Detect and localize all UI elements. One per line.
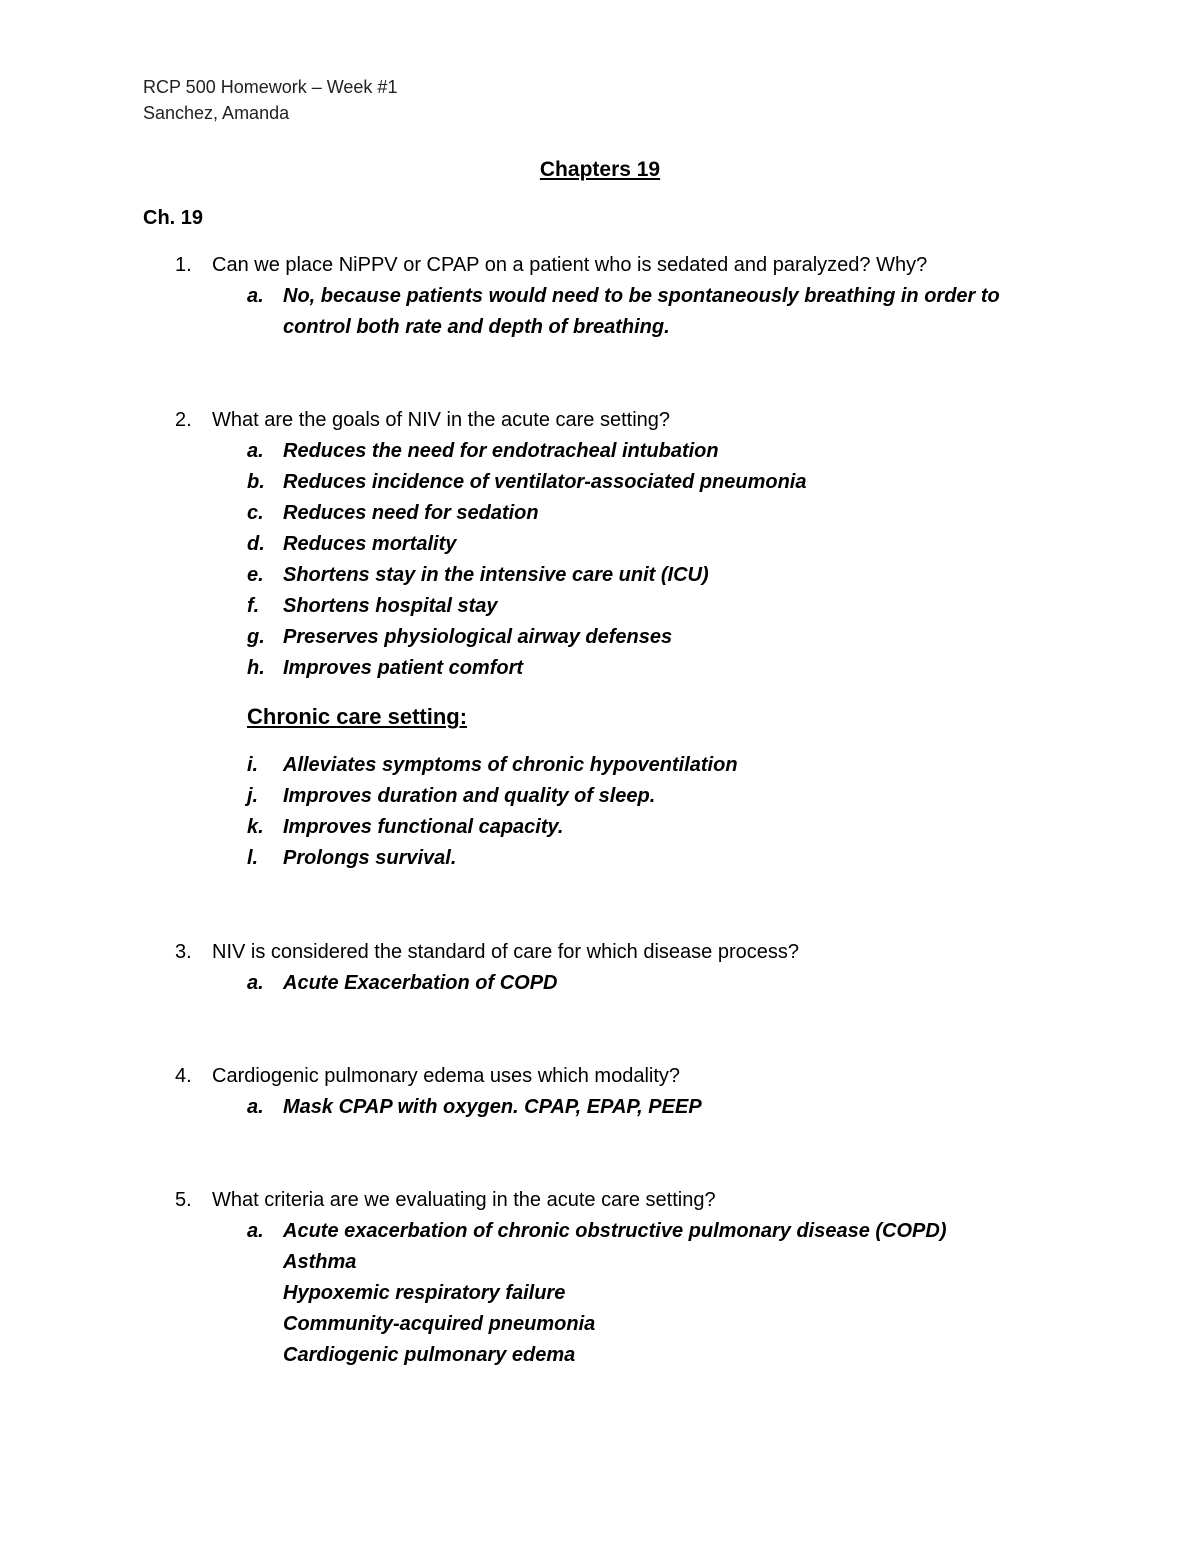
- answer-text: Asthma: [283, 1251, 357, 1273]
- header-course: RCP 500 Homework – Week #1: [143, 77, 398, 97]
- answer-text: Hypoxemic respiratory failure: [283, 1282, 566, 1304]
- chapter-label: Ch. 19: [143, 207, 204, 229]
- answer-text: Community-acquired pneumonia: [283, 1313, 596, 1335]
- question-number: 1.: [175, 254, 192, 276]
- answer-text: Reduces mortality: [283, 533, 457, 555]
- question-number: 2.: [175, 409, 192, 431]
- answer-letter: a.: [247, 1220, 264, 1242]
- answer-text: Shortens stay in the intensive care unit (ICU): [283, 564, 709, 586]
- answer-text: Shortens hospital stay: [283, 595, 498, 617]
- answer-letter: a.: [247, 285, 264, 307]
- header-student: Sanchez, Amanda: [143, 103, 290, 123]
- answer-letter: a.: [247, 1096, 264, 1118]
- page-title: Chapters 19: [539, 158, 661, 181]
- answer-letter: c.: [247, 502, 264, 524]
- answer-letter: e.: [247, 564, 264, 586]
- answer-letter: a.: [247, 972, 264, 994]
- answer-letter: f.: [247, 595, 260, 617]
- answer-text: Improves patient comfort: [283, 657, 524, 679]
- answer-text: Improves duration and quality of sleep.: [283, 785, 656, 807]
- answer-text: Improves functional capacity.: [283, 816, 564, 838]
- question-number: 5.: [175, 1189, 192, 1211]
- answer-letter: g.: [247, 626, 265, 648]
- answer-letter: l.: [247, 847, 259, 869]
- answer-letter: k.: [247, 816, 264, 838]
- answer-letter: i.: [247, 754, 259, 776]
- answer-text: Alleviates symptoms of chronic hypoventilation: [283, 754, 738, 776]
- answer-text: Acute Exacerbation of COPD: [283, 972, 558, 994]
- answer-text: Reduces incidence of ventilator-associated pneumonia: [283, 471, 807, 493]
- answer-text: control both rate and depth of breathing.: [283, 316, 670, 338]
- answer-text: Prolongs survival.: [283, 847, 457, 869]
- answer-letter: b.: [247, 471, 265, 493]
- answer-letter: a.: [247, 440, 264, 462]
- answer-text: No, because patients would need to be spontaneously breathing in order to: [283, 285, 1000, 307]
- question-text: What criteria are we evaluating in the acute care setting?: [212, 1189, 716, 1211]
- answer-text: Reduces the need for endotracheal intubation: [283, 440, 719, 462]
- answer-text: Reduces need for sedation: [283, 502, 539, 524]
- question-number: 4.: [175, 1065, 192, 1087]
- answer-text: Acute exacerbation of chronic obstructive pulmonary disease (COPD): [283, 1220, 947, 1242]
- answer-text: Preserves physiological airway defenses: [283, 626, 673, 648]
- answer-text: Cardiogenic pulmonary edema: [283, 1344, 576, 1366]
- question-text: NIV is considered the standard of care for which disease process?: [212, 941, 799, 963]
- answer-letter: h.: [247, 657, 265, 679]
- question-text: Cardiogenic pulmonary edema uses which modality?: [212, 1065, 681, 1087]
- answer-letter: j.: [247, 785, 259, 807]
- question-text: What are the goals of NIV in the acute care setting?: [212, 409, 671, 431]
- question-number: 3.: [175, 941, 192, 963]
- answer-letter: d.: [247, 533, 265, 555]
- question-text: Can we place NiPPV or CPAP on a patient who is sedated and paralyzed? Why?: [212, 254, 928, 276]
- chronic-care-heading: Chronic care setting:: [247, 704, 468, 729]
- answer-text: Mask CPAP with oxygen. CPAP, EPAP, PEEP: [283, 1096, 702, 1118]
